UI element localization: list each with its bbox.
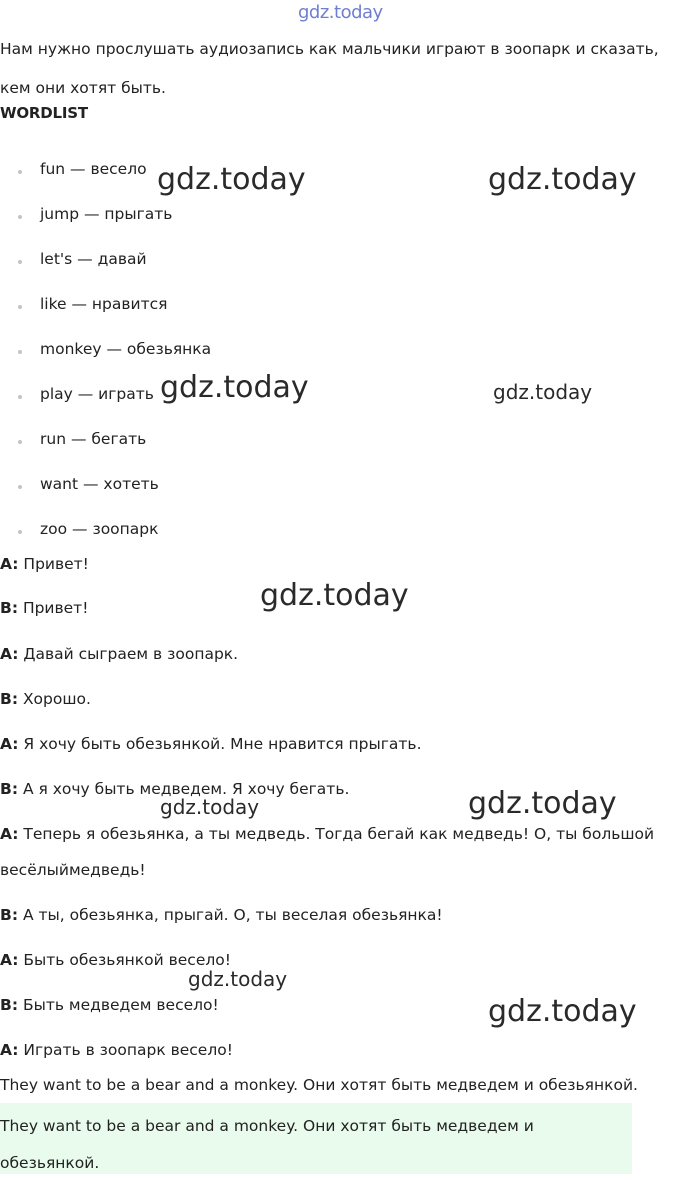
speaker-label: A: — [0, 951, 19, 969]
list-item: let's — давай — [40, 250, 147, 268]
speaker-label: A: — [0, 1041, 19, 1059]
watermark: gdz.today — [493, 380, 593, 404]
line-text: Привет! — [18, 599, 89, 617]
line-text: Быть обезьянкой весело! — [18, 951, 231, 969]
line-text: Быть медведем весело! — [18, 996, 219, 1014]
dialogue-line — [0, 1041, 233, 1059]
dialogue-line — [0, 555, 89, 573]
watermark: gdz.today — [157, 162, 306, 197]
speaker-label: B: — [0, 599, 19, 617]
wordlist-heading: WORDLIST — [0, 104, 88, 122]
summary-text: They want to be a bear and a monkey. Они хотят быть медведем и обезьянкой. — [0, 1076, 638, 1094]
dialogue-line — [0, 690, 91, 708]
bullet-icon — [18, 305, 22, 309]
list-item: want — хотеть — [40, 475, 159, 493]
watermark: gdz.today — [468, 786, 617, 821]
bullet-icon — [18, 395, 22, 399]
task-intro: Нам нужно прослушать аудиозапись как мальчики играют в зоопарк и сказать, кем они хотят быть. — [0, 40, 659, 97]
dialogue-line — [0, 825, 654, 843]
bullet-icon — [18, 350, 22, 354]
list-item: run — бегать — [40, 430, 147, 448]
list-item: like — нравится — [40, 295, 168, 313]
line-text: Давай сыграем в зоопарк. — [18, 645, 239, 663]
dialogue-line — [0, 735, 422, 753]
bullet-icon — [18, 170, 22, 174]
dialogue-line — [0, 599, 88, 617]
bullet-icon — [18, 215, 22, 219]
line-text: Я хочу быть обезьянкой. Мне нравится прыгать. — [18, 735, 422, 753]
list-item: zoo — зоопарк — [40, 520, 159, 538]
bullet-icon — [18, 260, 22, 264]
watermark: gdz.today — [488, 994, 637, 1029]
line-text: А ты, обезьянка, прыгай. О, ты веселая обезьянка! — [18, 906, 443, 924]
list-item: play — играть — [40, 385, 154, 403]
line-text: А я хочу быть медведем. Я хочу бегать. — [18, 780, 350, 798]
line-text: Привет! — [18, 555, 89, 573]
speaker-label: B: — [0, 996, 19, 1014]
speaker-label: B: — [0, 780, 19, 798]
watermark: gdz.today — [188, 967, 288, 991]
speaker-label: A: — [0, 825, 19, 843]
speaker-label: A: — [0, 555, 19, 573]
list-item: jump — прыгать — [40, 205, 173, 223]
speaker-label: A: — [0, 735, 19, 753]
speaker-label: A: — [0, 645, 19, 663]
line-text: весёлыймедведь! — [0, 861, 146, 879]
line-text: Хорошо. — [18, 690, 91, 708]
watermark: gdz.today — [160, 795, 260, 819]
line-text: Теперь я обезьянка, а ты медведь. Тогда бегай как медведь! О, ты большой — [18, 825, 655, 843]
bullet-icon — [18, 440, 22, 444]
list-item: fun — весело — [40, 160, 147, 178]
watermark: gdz.today — [260, 578, 409, 613]
watermark: gdz.today — [488, 162, 637, 197]
dialogue-line — [0, 996, 219, 1014]
speaker-label: B: — [0, 906, 19, 924]
answer-text: They want to be a bear and a monkey. Они хотят быть медведем и обезьянкой. — [0, 1117, 534, 1172]
line-text: Играть в зоопарк весело! — [18, 1041, 233, 1059]
dialogue-line — [0, 906, 443, 924]
speaker-label: B: — [0, 690, 19, 708]
list-item: monkey — обезьянка — [40, 340, 212, 358]
watermark: gdz.today — [160, 370, 309, 405]
site-logo: gdz.today — [298, 2, 383, 23]
bullet-icon — [18, 485, 22, 489]
bullet-icon — [18, 530, 22, 534]
dialogue-line — [0, 861, 146, 879]
dialogue-line — [0, 645, 238, 663]
